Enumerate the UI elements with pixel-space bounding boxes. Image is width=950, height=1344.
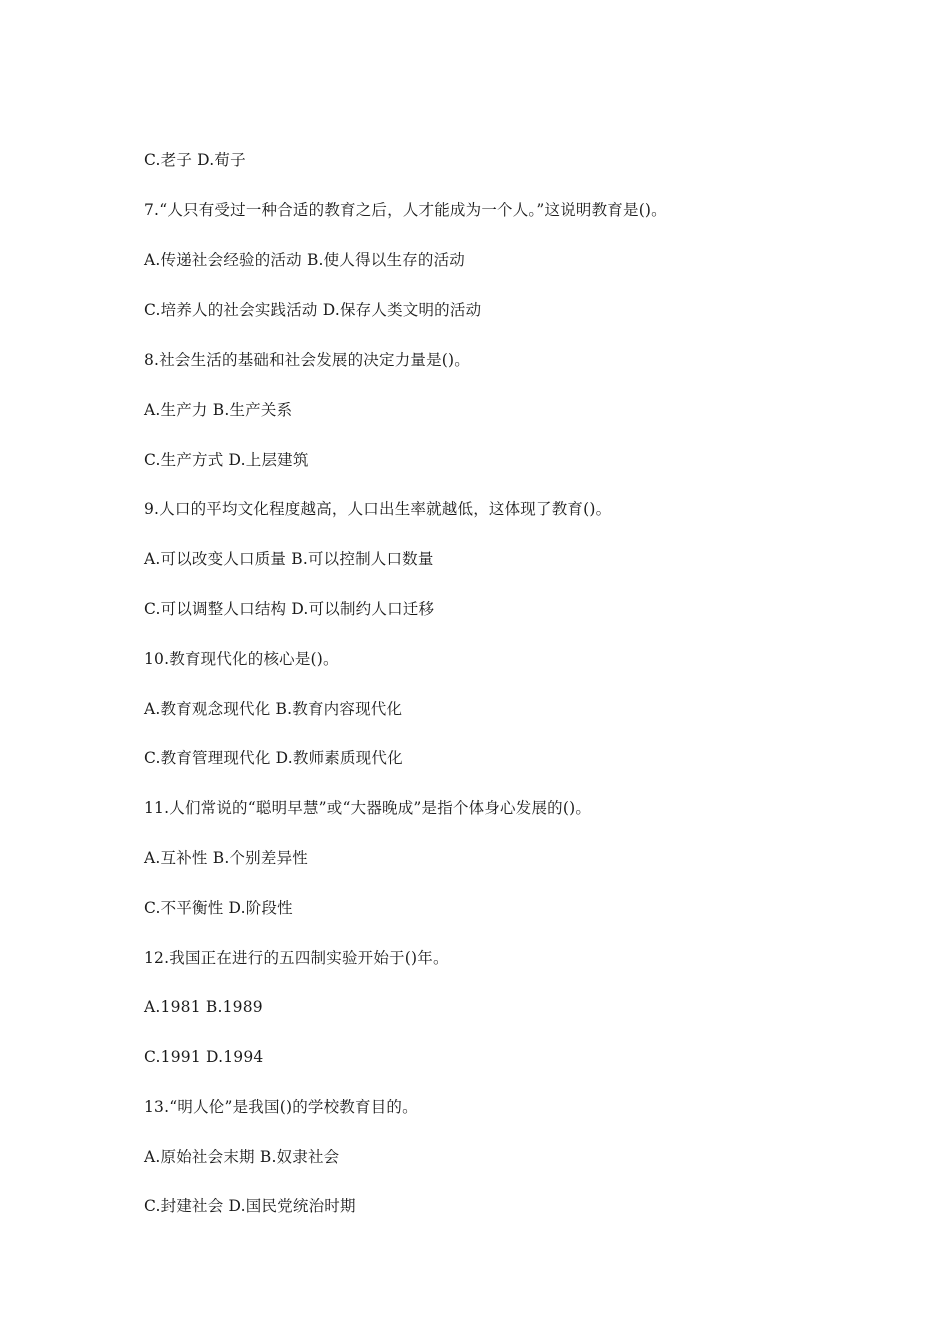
option-line-q12-cd: C.1991 D.1994 bbox=[144, 1048, 264, 1066]
option-line-q10-ab: A.教育观念现代化 B.教育内容现代化 bbox=[144, 700, 403, 718]
question-9: 9.人口的平均文化程度越高，人口出生率就越低，这体现了教育()。 bbox=[144, 500, 612, 518]
question-10: 10.教育现代化的核心是()。 bbox=[144, 650, 339, 668]
question-12: 12.我国正在进行的五四制实验开始于()年。 bbox=[144, 949, 449, 967]
option-line-q6-cd: C.老子 D.荀子 bbox=[144, 151, 246, 169]
option-line-q10-cd: C.教育管理现代化 D.教师素质现代化 bbox=[144, 749, 403, 767]
option-line-q11-cd: C.不平衡性 D.阶段性 bbox=[144, 899, 293, 917]
option-line-q11-ab: A.互补性 B.个别差异性 bbox=[144, 849, 308, 867]
question-11: 11.人们常说的“聪明早慧”或“大器晚成”是指个体身心发展的()。 bbox=[144, 799, 592, 817]
option-line-q13-cd: C.封建社会 D.国民党统治时期 bbox=[144, 1197, 356, 1215]
question-8: 8.社会生活的基础和社会发展的决定力量是()。 bbox=[144, 351, 470, 369]
option-line-q13-ab: A.原始社会末期 B.奴隶社会 bbox=[144, 1148, 340, 1166]
option-line-q9-ab: A.可以改变人口质量 B.可以控制人口数量 bbox=[144, 550, 434, 568]
option-line-q12-ab: A.1981 B.1989 bbox=[144, 998, 263, 1016]
option-line-q8-ab: A.生产力 B.生产关系 bbox=[144, 401, 293, 419]
option-line-q9-cd: C.可以调整人口结构 D.可以制约人口迁移 bbox=[144, 600, 435, 618]
question-7: 7.“人只有受过一种合适的教育之后，人才能成为一个人。”这说明教育是()。 bbox=[144, 201, 667, 219]
question-13: 13.“明人伦”是我国()的学校教育目的。 bbox=[144, 1098, 418, 1116]
option-line-q7-cd: C.培养人的社会实践活动 D.保存人类文明的活动 bbox=[144, 301, 482, 319]
option-line-q8-cd: C.生产方式 D.上层建筑 bbox=[144, 451, 309, 469]
option-line-q7-ab: A.传递社会经验的活动 B.使人得以生存的活动 bbox=[144, 251, 465, 269]
